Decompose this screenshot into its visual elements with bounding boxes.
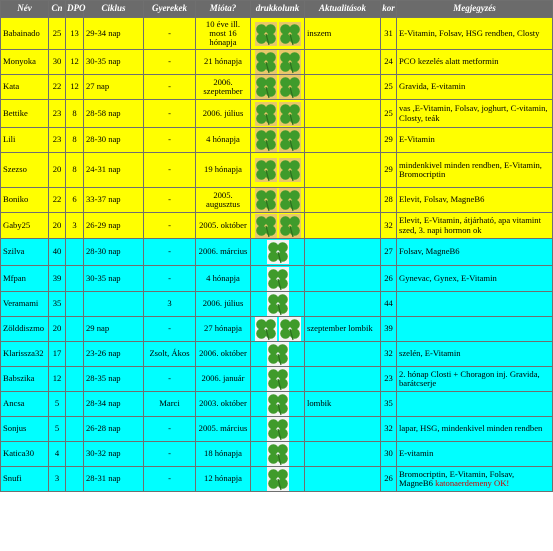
megjegyzes-cell xyxy=(397,100,553,128)
ciklus-cell: 30-32 nap xyxy=(84,442,144,467)
header-dpo: DPO xyxy=(66,1,84,18)
kor-cell: 29 xyxy=(381,128,397,153)
megjegyzes-cell xyxy=(397,188,553,213)
clover-group xyxy=(251,128,304,152)
drukkolunk-cell xyxy=(251,467,305,492)
aktualitasok-cell xyxy=(305,417,381,442)
gyerekek-cell: Marci xyxy=(144,392,196,417)
gyerekek-cell: - xyxy=(144,75,196,100)
four-leaf-clover-icon xyxy=(255,158,277,182)
dpo-cell xyxy=(66,392,84,417)
kor-cell: 28 xyxy=(381,188,397,213)
kor-cell: 23 xyxy=(381,367,397,392)
table-row xyxy=(1,342,553,367)
aktualitasok-cell xyxy=(305,442,381,467)
megjegyzes-cell xyxy=(397,467,553,492)
miota-cell: 2006. január xyxy=(196,367,251,392)
miota-cell: 2003. október xyxy=(196,392,251,417)
name-cell: Mfpan xyxy=(1,266,49,292)
aktualitasok-cell xyxy=(305,188,381,213)
four-leaf-clover-icon xyxy=(255,102,277,126)
megjegyzes-cell xyxy=(397,50,553,75)
dpo-cell: 6 xyxy=(66,188,84,213)
dpo-cell xyxy=(66,367,84,392)
name-cell: Gaby25 xyxy=(1,213,49,239)
gyerekek-cell: - xyxy=(144,442,196,467)
name-cell: Lili xyxy=(1,128,49,153)
aktualitasok-cell xyxy=(305,50,381,75)
name-cell: Sonjus xyxy=(1,417,49,442)
kor-cell: 26 xyxy=(381,266,397,292)
table-row xyxy=(1,467,553,492)
aktualitasok-cell xyxy=(305,213,381,239)
name-cell: Ancsa xyxy=(1,392,49,417)
megjegyzes-text: mindenkivel minden rendben, E-Vitamin, Bromocriptin xyxy=(399,159,542,179)
aktualitasok-cell: inszem xyxy=(305,18,381,50)
dpo-cell: 3 xyxy=(66,213,84,239)
header-miota: Mióta? xyxy=(196,1,251,18)
ciklus-cell xyxy=(84,292,144,317)
aktualitasok-cell xyxy=(305,467,381,492)
gyerekek-cell: - xyxy=(144,317,196,342)
megjegyzes-text: Gynevac, Gynex, E-Vitamin xyxy=(399,272,497,283)
clover-group xyxy=(251,240,304,264)
name-cell: Kata xyxy=(1,75,49,100)
dpo-cell xyxy=(66,239,84,266)
cn-cell: 23 xyxy=(49,100,66,128)
gyerekek-cell: - xyxy=(144,100,196,128)
dpo-cell: 8 xyxy=(66,153,84,188)
clover-group xyxy=(251,50,304,74)
miota-cell: 2005. október xyxy=(196,213,251,239)
megjegyzes-text: 2. hónap Closti + Choragon inj. Gravida, barátcserje xyxy=(399,368,540,388)
gyerekek-cell: - xyxy=(144,153,196,188)
aktualitasok-cell xyxy=(305,239,381,266)
table-row xyxy=(1,239,553,266)
ciklus-cell: 28-34 nap xyxy=(84,392,144,417)
name-cell: Bettike xyxy=(1,100,49,128)
megjegyzes-text: Folsav, MagneB6 xyxy=(399,246,460,257)
miota-cell: 2006. március xyxy=(196,239,251,266)
megjegyzes-text: Elevit, E-Vitamin, átjárható, apa vitamint szed, 3. napi hormon ok xyxy=(399,215,541,235)
gyerekek-cell: - xyxy=(144,213,196,239)
aktualitasok-cell: lombik xyxy=(305,392,381,417)
miota-cell: 12 hónapja xyxy=(196,467,251,492)
megjegyzes-text: E-Vitamin, Folsav, HSG rendben, Closty xyxy=(399,27,540,38)
cn-cell: 30 xyxy=(49,50,66,75)
four-leaf-clover-icon xyxy=(279,75,301,99)
four-leaf-clover-icon xyxy=(267,467,289,491)
megjegyzes-extra-note: katonaerdemeny OK! xyxy=(435,478,510,488)
drukkolunk-cell xyxy=(251,292,305,317)
aktualitasok-cell xyxy=(305,367,381,392)
drukkolunk-cell xyxy=(251,18,305,50)
drukkolunk-cell xyxy=(251,239,305,266)
dpo-cell xyxy=(66,292,84,317)
four-leaf-clover-icon xyxy=(279,102,301,126)
gyerekek-cell: - xyxy=(144,18,196,50)
miota-cell: 2006. július xyxy=(196,100,251,128)
cn-cell: 17 xyxy=(49,342,66,367)
kor-cell: 24 xyxy=(381,50,397,75)
clover-group xyxy=(251,392,304,416)
dpo-cell xyxy=(66,266,84,292)
ciklus-cell: 33-37 nap xyxy=(84,188,144,213)
gyerekek-cell: - xyxy=(144,239,196,266)
megjegyzes-cell xyxy=(397,392,553,417)
four-leaf-clover-icon xyxy=(279,22,301,46)
gyerekek-cell: - xyxy=(144,417,196,442)
four-leaf-clover-icon xyxy=(267,442,289,466)
kor-cell: 30 xyxy=(381,442,397,467)
ciklus-cell: 28-30 nap xyxy=(84,128,144,153)
dpo-cell: 12 xyxy=(66,50,84,75)
megjegyzes-text: PCO kezelés alatt metformin xyxy=(399,56,499,67)
miota-cell: 2006. szeptember xyxy=(196,75,251,100)
megjegyzes-cell xyxy=(397,442,553,467)
kor-cell: 26 xyxy=(381,467,397,492)
clover-group xyxy=(251,317,304,341)
table-row xyxy=(1,213,553,239)
four-leaf-clover-icon xyxy=(267,292,289,316)
megjegyzes-cell xyxy=(397,128,553,153)
header-cn: Cn xyxy=(49,1,66,18)
megjegyzes-cell xyxy=(397,75,553,100)
gyerekek-cell: - xyxy=(144,188,196,213)
name-cell: Babszika xyxy=(1,367,49,392)
four-leaf-clover-icon xyxy=(267,392,289,416)
megjegyzes-text: Elevit, Folsav, MagneB6 xyxy=(399,194,485,205)
four-leaf-clover-icon xyxy=(267,367,289,391)
kor-cell: 25 xyxy=(381,75,397,100)
megjegyzes-cell xyxy=(397,417,553,442)
aktualitasok-cell xyxy=(305,153,381,188)
megjegyzes-cell xyxy=(397,342,553,367)
aktualitasok-cell xyxy=(305,75,381,100)
cn-cell: 5 xyxy=(49,417,66,442)
ciklus-cell: 28-35 nap xyxy=(84,367,144,392)
cn-cell: 12 xyxy=(49,367,66,392)
table-row xyxy=(1,317,553,342)
clover-group xyxy=(251,342,304,366)
four-leaf-clover-icon xyxy=(255,75,277,99)
four-leaf-clover-icon xyxy=(255,188,277,212)
clover-group xyxy=(251,158,304,182)
kor-cell: 35 xyxy=(381,392,397,417)
cn-cell: 22 xyxy=(49,188,66,213)
table-row xyxy=(1,417,553,442)
ciklus-cell: 23-26 nap xyxy=(84,342,144,367)
megjegyzes-text: vas ,E-Vitamin, Folsav, joghurt, C-vitamin, Closty, teák xyxy=(399,103,548,123)
cn-cell: 20 xyxy=(49,153,66,188)
table-row xyxy=(1,188,553,213)
clover-group xyxy=(251,102,304,126)
clover-group xyxy=(251,22,304,46)
miota-cell: 4 hónapja xyxy=(196,266,251,292)
four-leaf-clover-icon xyxy=(255,317,277,341)
kor-cell: 31 xyxy=(381,18,397,50)
megjegyzes-cell xyxy=(397,18,553,50)
table-row xyxy=(1,367,553,392)
megjegyzes-text: E-vitamin xyxy=(399,448,434,459)
gyerekek-cell: 3 xyxy=(144,292,196,317)
clover-group xyxy=(251,75,304,99)
cn-cell: 25 xyxy=(49,18,66,50)
aktualitasok-cell xyxy=(305,342,381,367)
clover-group xyxy=(251,467,304,491)
four-leaf-clover-icon xyxy=(267,417,289,441)
drukkolunk-cell xyxy=(251,75,305,100)
name-cell: Babainado xyxy=(1,18,49,50)
name-cell: Boniko xyxy=(1,188,49,213)
gyerekek-cell: - xyxy=(144,266,196,292)
clover-group xyxy=(251,367,304,391)
name-cell: Katica30 xyxy=(1,442,49,467)
header-row xyxy=(1,1,553,18)
drukkolunk-cell xyxy=(251,342,305,367)
gyerekek-cell: - xyxy=(144,128,196,153)
miota-cell: 4 hónapja xyxy=(196,128,251,153)
cn-cell: 39 xyxy=(49,266,66,292)
dpo-cell xyxy=(66,442,84,467)
four-leaf-clover-icon xyxy=(255,22,277,46)
kor-cell: 27 xyxy=(381,239,397,266)
megjegyzes-cell xyxy=(397,367,553,392)
megjegyzes-cell xyxy=(397,153,553,188)
table-row xyxy=(1,75,553,100)
cn-cell: 22 xyxy=(49,75,66,100)
drukkolunk-cell xyxy=(251,442,305,467)
megjegyzes-cell xyxy=(397,239,553,266)
drukkolunk-cell xyxy=(251,153,305,188)
megjegyzes-cell xyxy=(397,213,553,239)
ciklus-cell: 26-28 nap xyxy=(84,417,144,442)
table-row xyxy=(1,50,553,75)
ciklus-cell: 29 nap xyxy=(84,317,144,342)
name-cell: Snufi xyxy=(1,467,49,492)
four-leaf-clover-icon xyxy=(279,214,301,238)
ciklus-cell: 30-35 nap xyxy=(84,266,144,292)
miota-cell: 19 hónapja xyxy=(196,153,251,188)
table-row xyxy=(1,266,553,292)
ciklus-cell: 28-58 nap xyxy=(84,100,144,128)
table-row xyxy=(1,153,553,188)
four-leaf-clover-icon xyxy=(279,50,301,74)
aktualitasok-cell xyxy=(305,100,381,128)
miota-cell: 2006. október xyxy=(196,342,251,367)
table-row xyxy=(1,128,553,153)
ciklus-cell: 29-34 nap xyxy=(84,18,144,50)
ciklus-cell: 30-35 nap xyxy=(84,50,144,75)
cn-cell: 4 xyxy=(49,442,66,467)
table-row xyxy=(1,292,553,317)
gyerekek-cell: - xyxy=(144,367,196,392)
drukkolunk-cell xyxy=(251,266,305,292)
four-leaf-clover-icon xyxy=(279,158,301,182)
name-cell: Klarissza32 xyxy=(1,342,49,367)
drukkolunk-cell xyxy=(251,188,305,213)
header-aktualitasok: Aktualitások xyxy=(305,1,381,18)
dpo-cell: 12 xyxy=(66,75,84,100)
header-nev: Név xyxy=(1,1,49,18)
cn-cell: 5 xyxy=(49,392,66,417)
miota-cell: 2006. július xyxy=(196,292,251,317)
ciklus-cell: 26-29 nap xyxy=(84,213,144,239)
dpo-cell xyxy=(66,417,84,442)
megjegyzes-text: Bromocriptin, E-Vitamin, Folsav, MagneB6 xyxy=(399,468,515,488)
kor-cell: 32 xyxy=(381,213,397,239)
name-cell: Szezso xyxy=(1,153,49,188)
header-megjegyzes: Megjegyzés xyxy=(397,1,553,18)
clover-group xyxy=(251,442,304,466)
dpo-cell: 8 xyxy=(66,128,84,153)
kor-cell: 39 xyxy=(381,317,397,342)
name-cell: Szilva xyxy=(1,239,49,266)
drukkolunk-cell xyxy=(251,100,305,128)
name-cell: Veramami xyxy=(1,292,49,317)
megjegyzes-text: E-Vitamin xyxy=(399,134,435,145)
drukkolunk-cell xyxy=(251,417,305,442)
megjegyzes-text: lapar, HSG, mindenkivel minden rendben xyxy=(399,423,543,434)
megjegyzes-text: szelén, E-Vitamin xyxy=(399,348,461,359)
ciklus-cell: 28-31 nap xyxy=(84,467,144,492)
gyerekek-cell: - xyxy=(144,467,196,492)
gyerekek-cell: - xyxy=(144,50,196,75)
aktualitasok-cell xyxy=(305,128,381,153)
clover-group xyxy=(251,267,304,291)
kor-cell: 25 xyxy=(381,100,397,128)
header-ciklus: Ciklus xyxy=(84,1,144,18)
dpo-cell xyxy=(66,467,84,492)
header-kor: kor xyxy=(381,1,397,18)
four-leaf-clover-icon xyxy=(279,188,301,212)
megjegyzes-cell xyxy=(397,266,553,292)
miota-cell: 10 éve ill. most 16 hónapja xyxy=(196,18,251,50)
table-row xyxy=(1,442,553,467)
miota-cell: 2005. március xyxy=(196,417,251,442)
cn-cell: 40 xyxy=(49,239,66,266)
miota-cell: 27 hónapja xyxy=(196,317,251,342)
four-leaf-clover-icon xyxy=(279,317,301,341)
table-body xyxy=(1,18,553,492)
clover-group xyxy=(251,292,304,316)
dpo-cell: 8 xyxy=(66,100,84,128)
four-leaf-clover-icon xyxy=(267,267,289,291)
drukkolunk-cell xyxy=(251,213,305,239)
header-gyerekek: Gyerekek xyxy=(144,1,196,18)
aktualitasok-cell: szeptember lombik xyxy=(305,317,381,342)
megjegyzes-cell xyxy=(397,317,553,342)
megjegyzes-text: Gravida, E-vitamin xyxy=(399,81,466,92)
cn-cell: 3 xyxy=(49,467,66,492)
dpo-cell xyxy=(66,317,84,342)
name-cell: Monyoka xyxy=(1,50,49,75)
four-leaf-clover-icon xyxy=(255,50,277,74)
four-leaf-clover-icon xyxy=(267,240,289,264)
cn-cell: 20 xyxy=(49,317,66,342)
cn-cell: 23 xyxy=(49,128,66,153)
four-leaf-clover-icon xyxy=(255,128,277,152)
dpo-cell: 13 xyxy=(66,18,84,50)
aktualitasok-cell xyxy=(305,266,381,292)
kor-cell: 29 xyxy=(381,153,397,188)
drukkolunk-cell xyxy=(251,367,305,392)
kor-cell: 32 xyxy=(381,417,397,442)
ciklus-cell: 27 nap xyxy=(84,75,144,100)
cn-cell: 35 xyxy=(49,292,66,317)
aktualitasok-cell xyxy=(305,292,381,317)
ciklus-cell: 24-31 nap xyxy=(84,153,144,188)
ciklus-cell: 28-30 nap xyxy=(84,239,144,266)
cn-cell: 20 xyxy=(49,213,66,239)
clover-group xyxy=(251,417,304,441)
kor-cell: 32 xyxy=(381,342,397,367)
drukkolunk-cell xyxy=(251,50,305,75)
name-cell: Zölddiszmo xyxy=(1,317,49,342)
table-row xyxy=(1,100,553,128)
drukkolunk-cell xyxy=(251,392,305,417)
dpo-cell xyxy=(66,342,84,367)
clover-group xyxy=(251,188,304,212)
megjegyzes-cell xyxy=(397,292,553,317)
miota-cell: 18 hónapja xyxy=(196,442,251,467)
drukkolunk-cell xyxy=(251,317,305,342)
table-row xyxy=(1,392,553,417)
header-drukkolunk: drukkolunk xyxy=(251,1,305,18)
kor-cell: 44 xyxy=(381,292,397,317)
table-row xyxy=(1,18,553,50)
four-leaf-clover-icon xyxy=(255,214,277,238)
clover-group xyxy=(251,214,304,238)
four-leaf-clover-icon xyxy=(279,128,301,152)
gyerekek-cell: Zsolt, Ákos xyxy=(144,342,196,367)
drukkolunk-cell xyxy=(251,128,305,153)
four-leaf-clover-icon xyxy=(267,342,289,366)
miota-cell: 21 hónapja xyxy=(196,50,251,75)
miota-cell: 2005. augusztus xyxy=(196,188,251,213)
